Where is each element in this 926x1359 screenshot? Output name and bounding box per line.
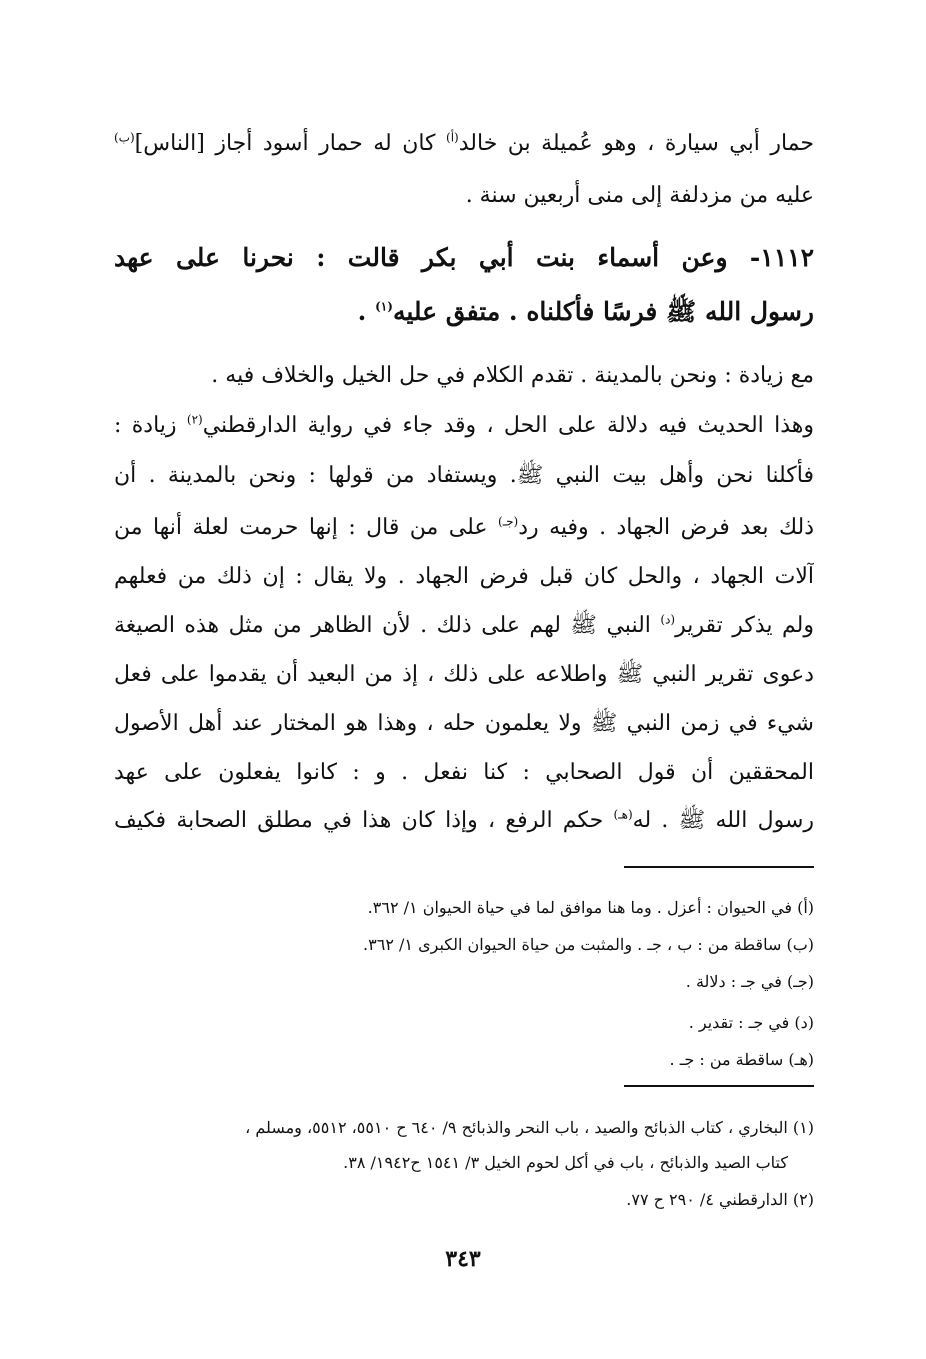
commentary-text: زيادة :	[114, 413, 177, 438]
page-number: ٣٤٣	[445, 1246, 481, 1272]
commentary-text: رسول الله ﷺ . له	[632, 808, 814, 833]
source-note-1: (١) البخاري ، كتاب الذبائح والصيد ، باب النحر والذبائح ٩/ ٦٤٠ ح ٥٥١٠، ٥٥١٢، ومسلم ،	[245, 1118, 814, 1137]
variant-note-e: (هـ) ساقطة من : جـ .	[669, 1050, 814, 1069]
body-text: كان له حمار أسود أجاز [الناس]	[134, 131, 436, 156]
body-line-2: عليه من مزدلفة إلى منى أربعين سنة .	[465, 183, 814, 208]
source-ref-2: (٢)	[186, 412, 203, 427]
commentary-line-9: المحققين أن قول الصحابي : كنا نفعل . و : كانوا يفعلون على عهد	[114, 760, 814, 785]
commentary-line-8: شيء في زمن النبي ﷺ ولا يعلمون حله ، وهذا هو المختار عند أهل الأصول	[114, 711, 814, 736]
commentary-line-6	[114, 606, 814, 646]
hadith-end: .	[357, 297, 367, 326]
variant-ref-d: (د)	[660, 612, 676, 627]
variant-ref-c: (جـ)	[497, 514, 519, 529]
hadith-line-1: ١١١٢- وعن أسماء بنت أبي بكر قالت : نحرنا على عهد	[114, 243, 814, 272]
source-note-1-cont: كتاب الصيد والذبائح ، باب في أكل لحوم الخيل ٣/ ١٥٤١ ح١٩٤٢/ ٣٨.	[343, 1153, 788, 1172]
commentary-text: على من قال : إنها حرمت لعلة أنها من	[114, 515, 488, 540]
footnote-divider	[624, 866, 814, 868]
commentary-text: وهذا الحديث فيه دلالة على الحل ، وقد جاء في رواية الدارقطني	[202, 413, 814, 438]
commentary-line-7: دعوى تقرير النبي ﷺ واطلاعه على ذلك ، إذ من البعيد أن يقدموا على فعل	[114, 662, 814, 687]
commentary-text: حكم الرفع ، وإذا كان هذا في مطلق الصحابة فكيف	[114, 808, 604, 833]
commentary-line-5: آلات الجهاد ، والحل كان قبل فرض الجهاد . ولا يقال : إن ذلك من فعلهم	[114, 564, 814, 589]
hadith-line-2	[114, 290, 814, 334]
variant-note-d: (د) في جـ : تقدير .	[688, 1013, 814, 1032]
variant-ref-b: (ب)	[114, 130, 135, 145]
body-text: حمار أبي سيارة ، وهو عُميلة بن خالد	[458, 131, 814, 156]
variant-ref-e: (هـ)	[613, 807, 633, 822]
source-note-2: (٢) الدارقطني ٤/ ٢٩٠ ح ٧٧.	[626, 1190, 814, 1209]
commentary-line-1: مع زيادة : ونحن بالمدينة . تقدم الكلام في حل الخيل والخلاف فيه .	[211, 363, 814, 388]
commentary-text: ذلك بعد فرض الجهاد . وفيه رد	[518, 515, 814, 540]
commentary-text: ولم يذكر تقرير	[675, 613, 814, 638]
commentary-line-4	[114, 508, 814, 548]
commentary-line-3: فأكلنا نحن وأهل بيت النبي ﷺ. ويستفاد من قولها : ونحن بالمدينة . أن	[114, 463, 814, 488]
hadith-text: رسول الله ﷺ فرسًا فأكلناه . متفق عليه	[392, 297, 814, 326]
commentary-text: النبي ﷺ لهم على ذلك . لأن الظاهر من مثل هذه الصيغة	[114, 613, 651, 638]
body-line-1	[114, 124, 814, 164]
footnote-divider	[624, 1085, 814, 1087]
commentary-line-10	[114, 801, 814, 841]
variant-note-c: (جـ) في جـ : دلالة .	[685, 972, 814, 991]
source-ref-1: (١)	[375, 299, 393, 314]
variant-note-b: (ب) ساقطة من : ب ، جـ . والمثبت من حياة الحيوان الكبرى ١/ ٣٦٢.	[363, 935, 814, 954]
variant-ref-a: (أ)	[446, 130, 459, 145]
commentary-line-2	[114, 406, 814, 446]
variant-note-a: (أ) في الحيوان : أعزل . وما هنا موافق لما في حياة الحيوان ١/ ٣٦٢.	[367, 898, 814, 917]
